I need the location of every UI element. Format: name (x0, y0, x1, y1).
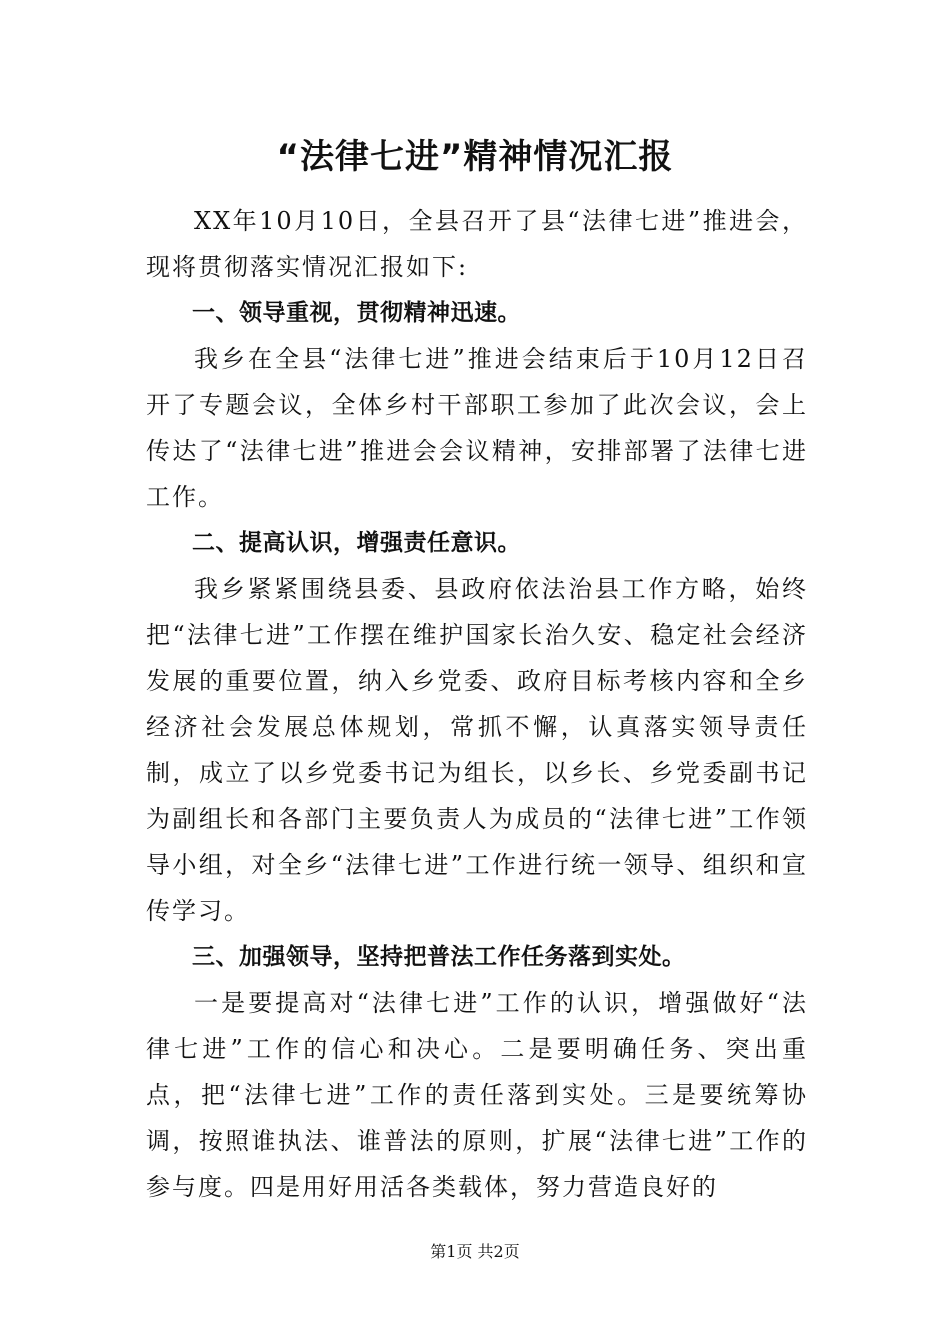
section-2-paragraph: 我乡紧紧围绕县委、县政府依法治县工作方略，始终把“法律七进”工作摆在维护国家长治久安、稳定社会经济发展的重要位置，纳入乡党委、政府目标考核内容和全乡经济社会发展总体规划，常抓不懈，认真落实领导责任制，成立了以乡党委书记为组长，以乡长、乡党委副书记为副组长和各部门主要负责人为成员的“法律七进”工作领导小组，对全乡“法律七进”工作进行统一领导、组织和宣传学习。 (146, 575, 808, 925)
section-3-heading: 三、加强领导，坚持把普法工作任务落到实处。 (192, 944, 686, 970)
section-1-heading: 一、领导重视，贯彻精神迅速。 (192, 300, 521, 326)
document-body (146, 198, 808, 1210)
section-1-paragraph: 我乡在全县“法律七进”推进会结束后于10月12日召开了专题会议，全体乡村干部职工参加了此次会议，会上传达了“法律七进”推进会会议精神，安排部署了法律七进工作。 (146, 345, 808, 511)
section-3-paragraph: 一是要提高对“法律七进”工作的认识，增强做好“法律七进”工作的信心和决心。二是要明确任务、突出重点，把“法律七进”工作的责任落到实处。三是要统筹协调，按照谁执法、谁普法的原则，扩展“法律七进”工作的参与度。四是用好用活各类载体，努力营造良好的 (146, 989, 808, 1201)
page-number-footer: 第1页 共2页 (430, 1242, 520, 1261)
section-2-heading: 二、提高认识，增强责任意识。 (192, 530, 521, 556)
intro-paragraph: XX年10月10日，全县召开了县“法律七进”推进会，现将贯彻落实情况汇报如下: (146, 207, 808, 281)
document-title: “法律七进”精神情况汇报 (276, 137, 674, 177)
